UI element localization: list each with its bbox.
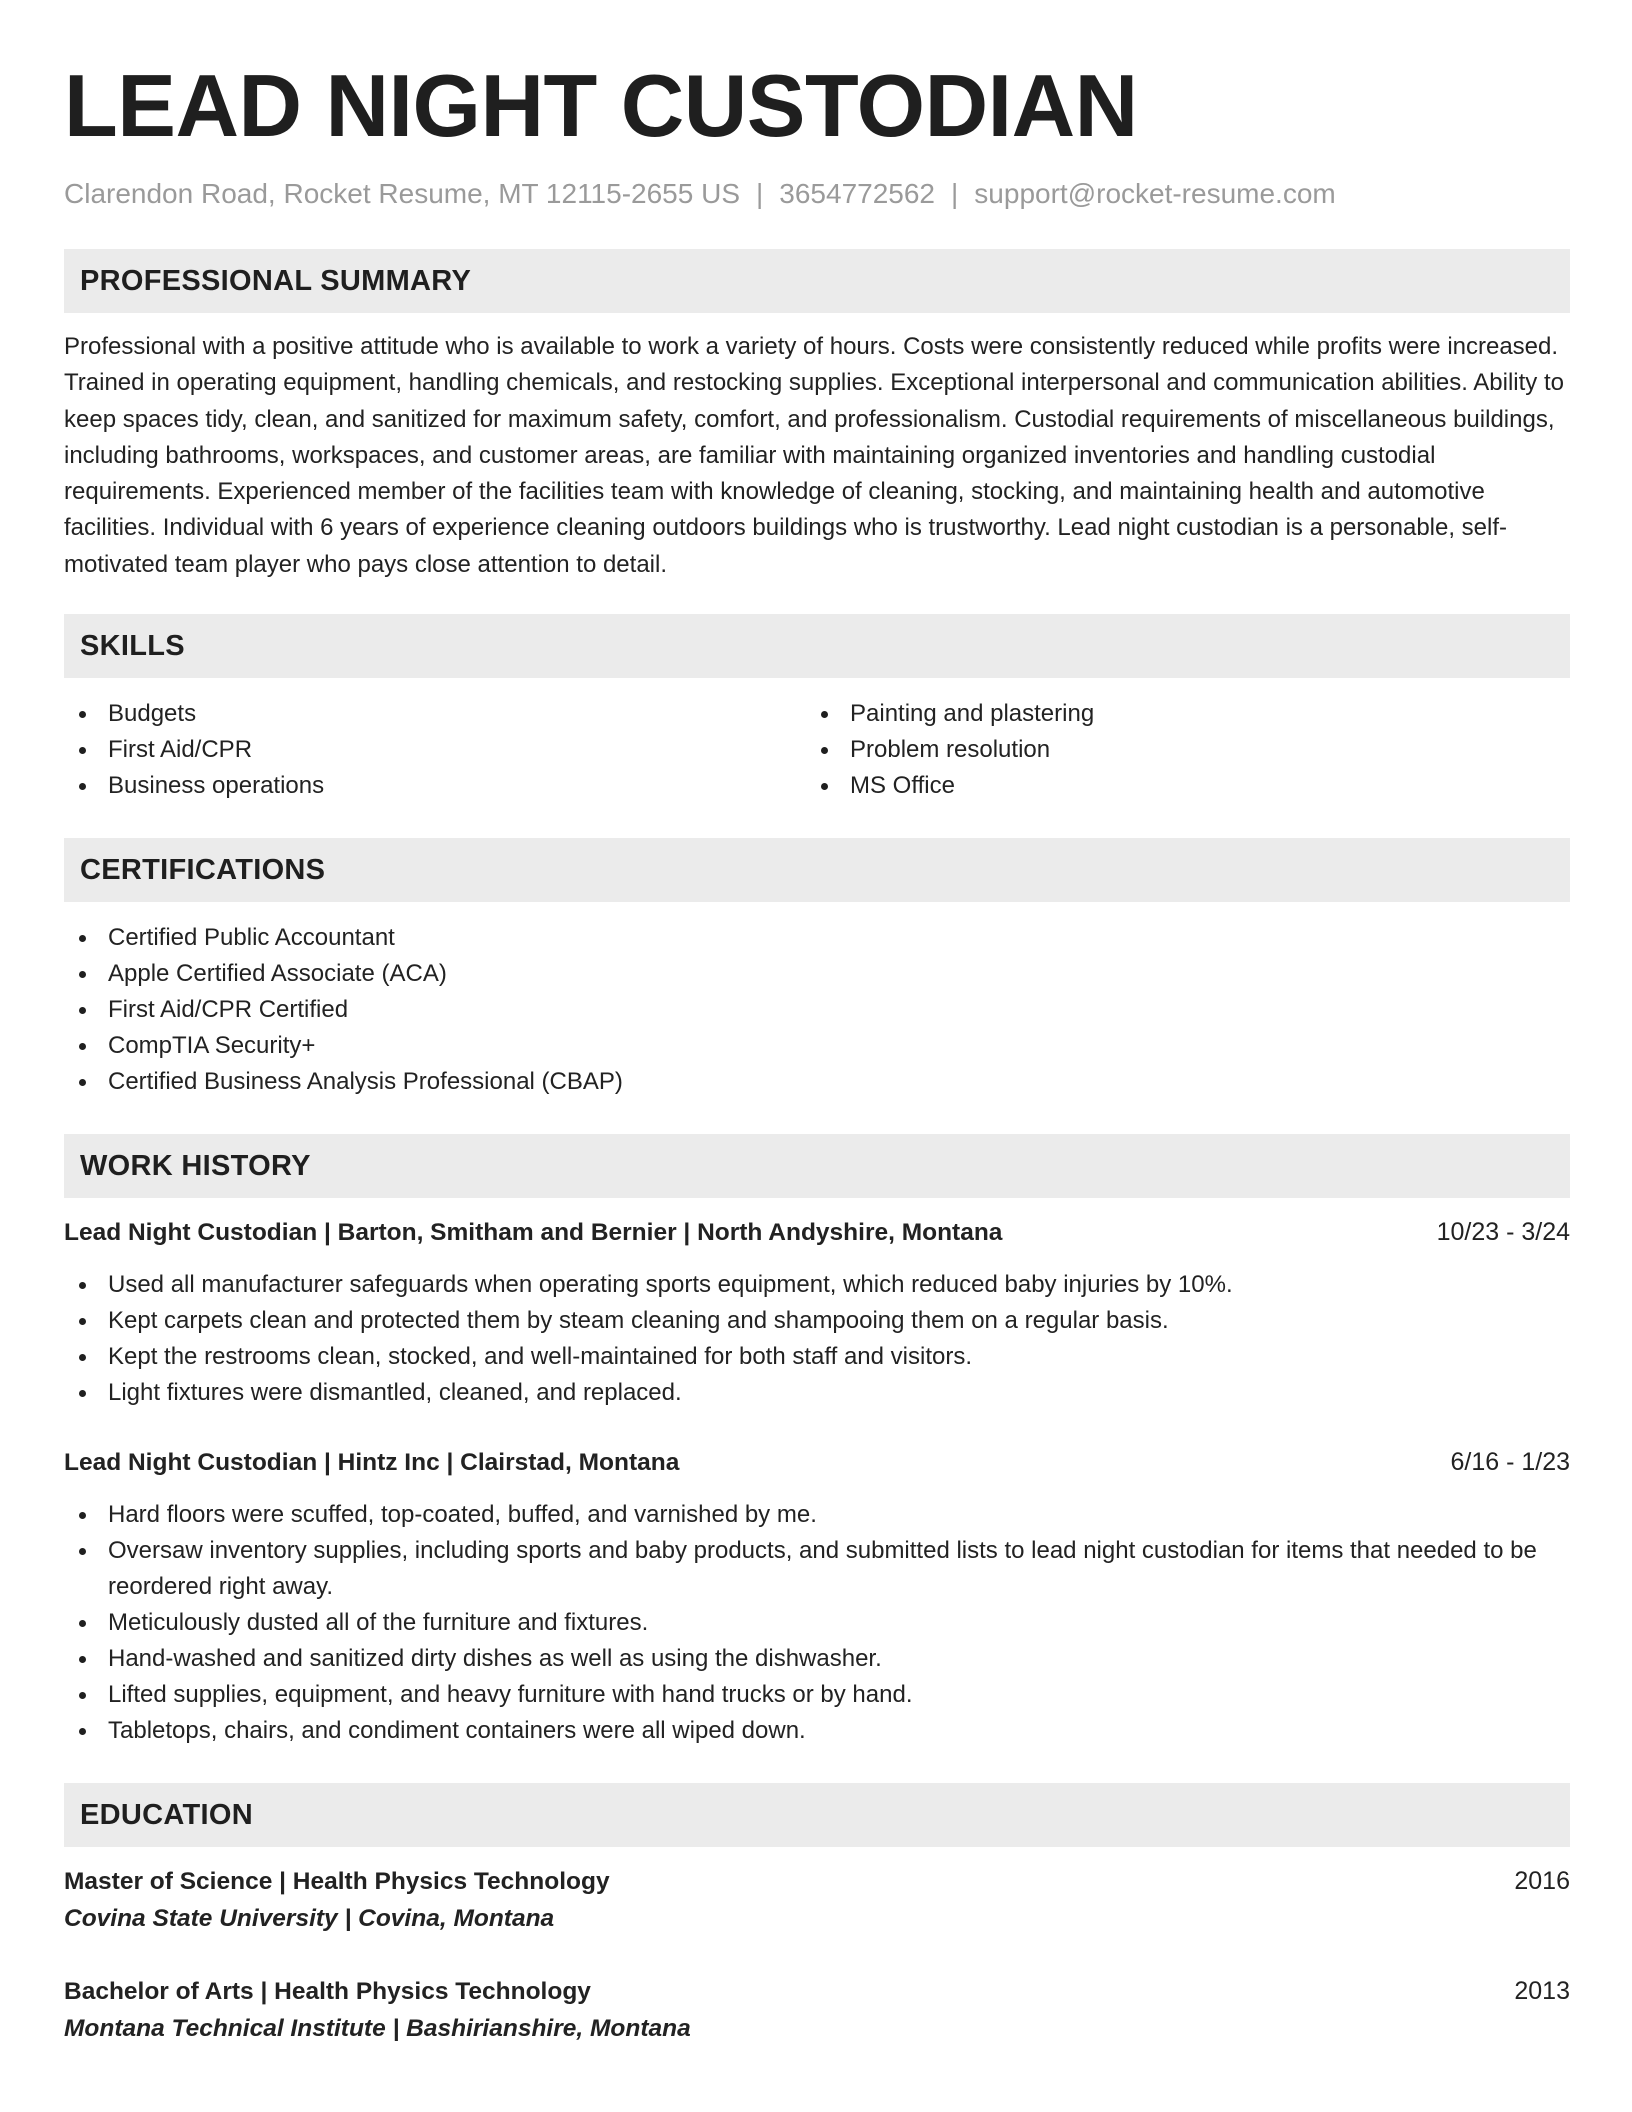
education-degree: Master of Science | Health Physics Technology: [64, 1868, 610, 1896]
summary-text: Professional with a positive attitude who is available to work a variety of hours. Costs were consistently reduced while profits were increased. Trained in operating equipment, handling chemicals, and restocking supplies. Exceptional interpersonal and communication abilities. Ability to keep spaces tidy, clean, and sanitized for maximum safety, comfort, and professionalism. Custodial requirements of miscellaneous buildings, including bathrooms, workspaces, and customer areas, are familiar with maintaining organized inventories and handling custodial requirements. Experienced member of the facilities team with knowledge of cleaning, stocking, and maintaining health and automotive facilities. Individual with 6 years of experience cleaning outdoors buildings who is trustworthy. Lead night custodian is a personable, self-motivated team player who pays close attention to detail.: [64, 333, 1564, 578]
contact-email: support@rocket-resume.com: [974, 178, 1336, 209]
skills-column-right: [806, 696, 1548, 804]
duty-item: Tabletops, chairs, and condiment containers were all wiped down.: [64, 1713, 1570, 1749]
contact-address: Clarendon Road, Rocket Resume, MT 12115-2655 US: [64, 178, 740, 209]
bullet-icon: [79, 1318, 86, 1325]
work-history-heading: WORK HISTORY: [64, 1134, 1570, 1198]
bullet-icon: [79, 1282, 86, 1289]
job-dates: 10/23 - 3/24: [1436, 1218, 1570, 1247]
bullet-icon: [79, 935, 86, 942]
duty-item: Oversaw inventory supplies, including sports and baby products, and submitted lists to lead night custodian for items that needed to be reordered right away.: [64, 1533, 1570, 1605]
education-year: 2013: [1514, 1977, 1570, 2006]
resume-page: [64, 54, 1570, 2047]
contact-separator: |: [951, 178, 959, 209]
duty-item: Used all manufacturer safeguards when operating sports equipment, which reduced baby injuries by 10%.: [64, 1267, 1570, 1303]
summary-heading: PROFESSIONAL SUMMARY: [64, 249, 1570, 313]
skill-item: First Aid/CPR: [64, 732, 806, 768]
education-header: [64, 1863, 1570, 1900]
education-year: 2016: [1514, 1867, 1570, 1896]
contact-phone: 3654772562: [779, 178, 936, 209]
contact-separator: |: [756, 178, 764, 209]
bullet-icon: [79, 1548, 86, 1555]
bullet-icon: [821, 747, 828, 754]
contact-line: [64, 176, 1570, 212]
bullet-icon: [79, 783, 86, 790]
duty-item: Kept carpets clean and protected them by steam cleaning and shampooing them on a regular basis.: [64, 1303, 1570, 1339]
skill-item: Budgets: [64, 696, 806, 732]
job-title: Lead Night Custodian | Barton, Smitham and Bernier | North Andyshire, Montana: [64, 1219, 1003, 1247]
job-title: Lead Night Custodian | Hintz Inc | Clairstad, Montana: [64, 1449, 680, 1477]
job-entry: [64, 1444, 1570, 1749]
bullet-icon: [821, 711, 828, 718]
education-school: Montana Technical Institute | Bashirianshire, Montana: [64, 2015, 691, 2043]
education-school: Covina State University | Covina, Montana: [64, 1905, 555, 1933]
duty-item: Hand-washed and sanitized dirty dishes as well as using the dishwasher.: [64, 1641, 1570, 1677]
job-dates: 6/16 - 1/23: [1450, 1448, 1570, 1477]
job-entry: [64, 1214, 1570, 1411]
certification-item: Certified Business Analysis Professional (CBAP): [64, 1064, 1570, 1100]
certifications-list: [64, 920, 1570, 1100]
skills-column-left: [64, 696, 806, 804]
bullet-icon: [79, 1656, 86, 1663]
certification-item: First Aid/CPR Certified: [64, 992, 1570, 1028]
skills-list: [64, 696, 1570, 804]
bullet-icon: [79, 971, 86, 978]
bullet-icon: [79, 1390, 86, 1397]
skill-item: Painting and plastering: [806, 696, 1548, 732]
job-header: [64, 1444, 1570, 1481]
education-header: [64, 1973, 1570, 2010]
bullet-icon: [79, 1620, 86, 1627]
job-duties: [64, 1497, 1570, 1749]
education-heading: EDUCATION: [64, 1783, 1570, 1847]
bullet-icon: [79, 1692, 86, 1699]
job-header: [64, 1214, 1570, 1251]
bullet-icon: [79, 747, 86, 754]
bullet-icon: [821, 783, 828, 790]
duty-item: Lifted supplies, equipment, and heavy furniture with hand trucks or by hand.: [64, 1677, 1570, 1713]
bullet-icon: [79, 1354, 86, 1361]
duty-item: Meticulously dusted all of the furniture and fixtures.: [64, 1605, 1570, 1641]
skill-item: MS Office: [806, 768, 1548, 804]
certification-item: Apple Certified Associate (ACA): [64, 956, 1570, 992]
bullet-icon: [79, 711, 86, 718]
skill-item: Problem resolution: [806, 732, 1548, 768]
certification-item: CompTIA Security+: [64, 1028, 1570, 1064]
candidate-name: LEAD NIGHT CUSTODIAN: [64, 56, 1138, 155]
duty-item: Light fixtures were dismantled, cleaned, and replaced.: [64, 1375, 1570, 1411]
job-duties: [64, 1267, 1570, 1411]
education-degree: Bachelor of Arts | Health Physics Technology: [64, 1978, 591, 2006]
duty-item: Hard floors were scuffed, top-coated, buffed, and varnished by me.: [64, 1497, 1570, 1533]
bullet-icon: [79, 1728, 86, 1735]
education-entry: [64, 1863, 1570, 1937]
bullet-icon: [79, 1043, 86, 1050]
skills-heading: SKILLS: [64, 614, 1570, 678]
bullet-icon: [79, 1512, 86, 1519]
duty-item: Kept the restrooms clean, stocked, and well-maintained for both staff and visitors.: [64, 1339, 1570, 1375]
certifications-heading: CERTIFICATIONS: [64, 838, 1570, 902]
bullet-icon: [79, 1007, 86, 1014]
skill-item: Business operations: [64, 768, 806, 804]
certification-item: Certified Public Accountant: [64, 920, 1570, 956]
education-entry: [64, 1973, 1570, 2047]
bullet-icon: [79, 1079, 86, 1086]
